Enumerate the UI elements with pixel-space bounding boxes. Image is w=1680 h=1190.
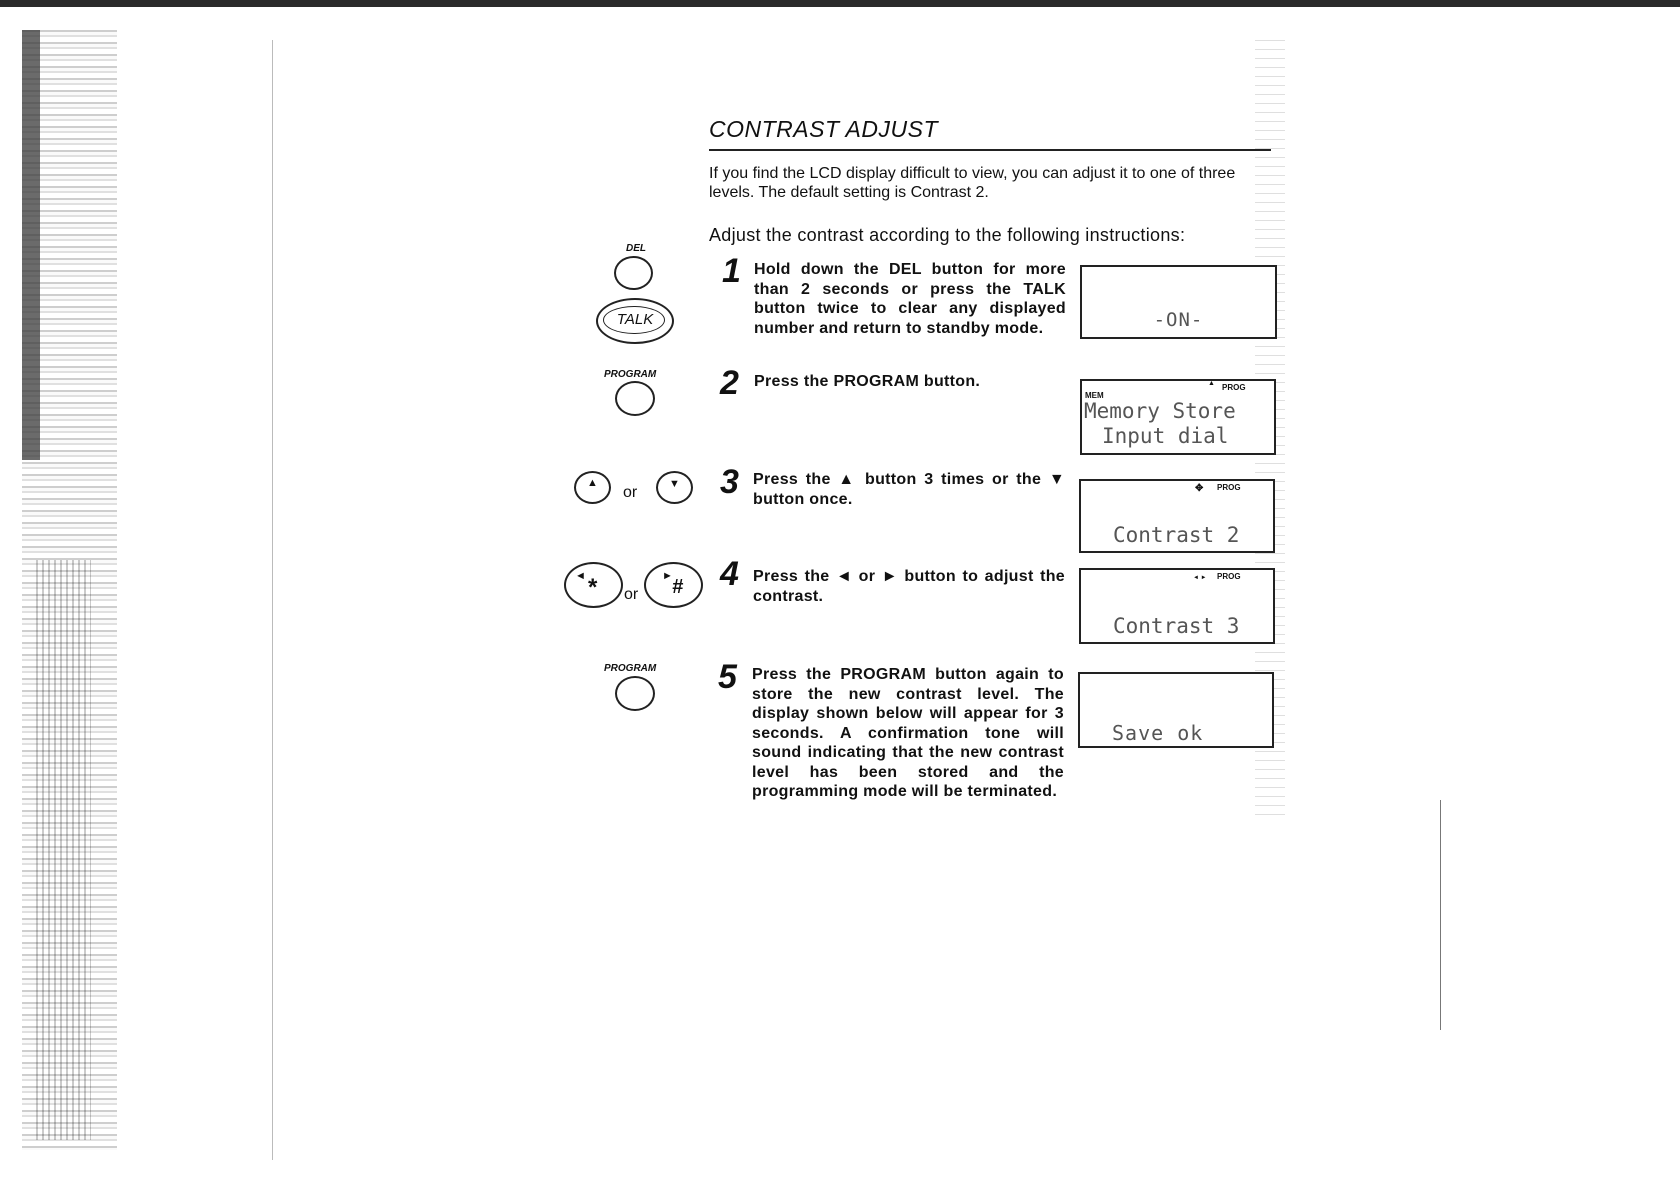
del-button-icon [614, 256, 653, 290]
lcd-display [1080, 379, 1276, 455]
scan-binding-shadow [22, 30, 40, 460]
section-title: CONTRAST ADJUST [709, 116, 938, 142]
step-number: 2 [720, 364, 739, 402]
scan-noise-lower-left [36, 560, 91, 1140]
lcd-line-2: Contrast 2 [1113, 523, 1240, 547]
or-label: or [623, 484, 638, 501]
scan-top-edge [0, 0, 1680, 7]
lcd-prog-indicator: PROG [1217, 483, 1241, 492]
intro-paragraph: If you find the LCD display difficult to view, you can adjust it to one of three levels. The default setting is Contrast 2. [709, 165, 1236, 201]
program-button-icon [615, 381, 655, 416]
lcd-line-2: Save ok [1112, 721, 1204, 745]
up-button-icon: ▲ [574, 471, 611, 504]
talk-button-icon [596, 298, 674, 344]
page-edge-line [272, 40, 273, 1160]
lcd-display [1080, 265, 1277, 339]
step-text: Press the ◄ or ► button to adjust the contrast. [753, 568, 1065, 605]
lcd-line-2: Contrast 3 [1113, 614, 1240, 638]
lcd-prog-indicator: PROG [1222, 383, 1246, 392]
instructions-lead: Adjust the contrast according to the following instructions: [709, 225, 1186, 245]
step-text: Hold down the DEL button for more than 2 seconds or press the TALK button twice to clear any displayed number and return to standby mode. [754, 261, 1066, 337]
lcd-line-1: Memory Store [1084, 399, 1236, 423]
lcd-display [1078, 672, 1274, 748]
down-button-icon: ▼ [656, 471, 693, 504]
lcd-mem-indicator: MEM [1085, 391, 1104, 400]
step-number: 4 [720, 555, 739, 593]
lcd-lr-indicator: ◄ ► [1193, 575, 1207, 581]
or-label-2: or [624, 586, 639, 603]
step-number: 1 [722, 252, 741, 290]
lcd-line-2: Input dial [1102, 424, 1229, 448]
right-hash-button-icon: ► # [644, 562, 703, 608]
page-edge-line-right [1440, 800, 1441, 1030]
lcd-display [1079, 479, 1275, 553]
step-text: Press the ▲ button 3 times or the ▼ button once. [753, 471, 1065, 508]
program-button-icon-2 [615, 676, 655, 711]
lcd-display [1079, 568, 1275, 644]
program-button-label-2: PROGRAM [604, 663, 657, 674]
title-rule [709, 149, 1271, 151]
step-number: 5 [718, 658, 737, 696]
step-text: Press the PROGRAM button again to store the new contrast level. The display shown below will appear for 3 seconds. A confirmation tone will sound indicating that the new contrast level has been stored and the programming mode will be terminated. [752, 666, 1064, 800]
lcd-nav-indicator: ✥ [1195, 483, 1204, 494]
step-text: Press the PROGRAM button. [754, 373, 981, 390]
lcd-prog-indicator: PROG [1217, 572, 1241, 581]
lcd-arrow-indicator: ▲ [1208, 380, 1215, 387]
lcd-line-2: -ON- [1153, 309, 1204, 331]
talk-button-label: TALK [616, 311, 654, 328]
del-button-label: DEL [626, 243, 646, 254]
program-button-label: PROGRAM [604, 369, 657, 380]
left-star-button-icon: ◄ * [564, 562, 623, 608]
step-number: 3 [720, 463, 739, 501]
